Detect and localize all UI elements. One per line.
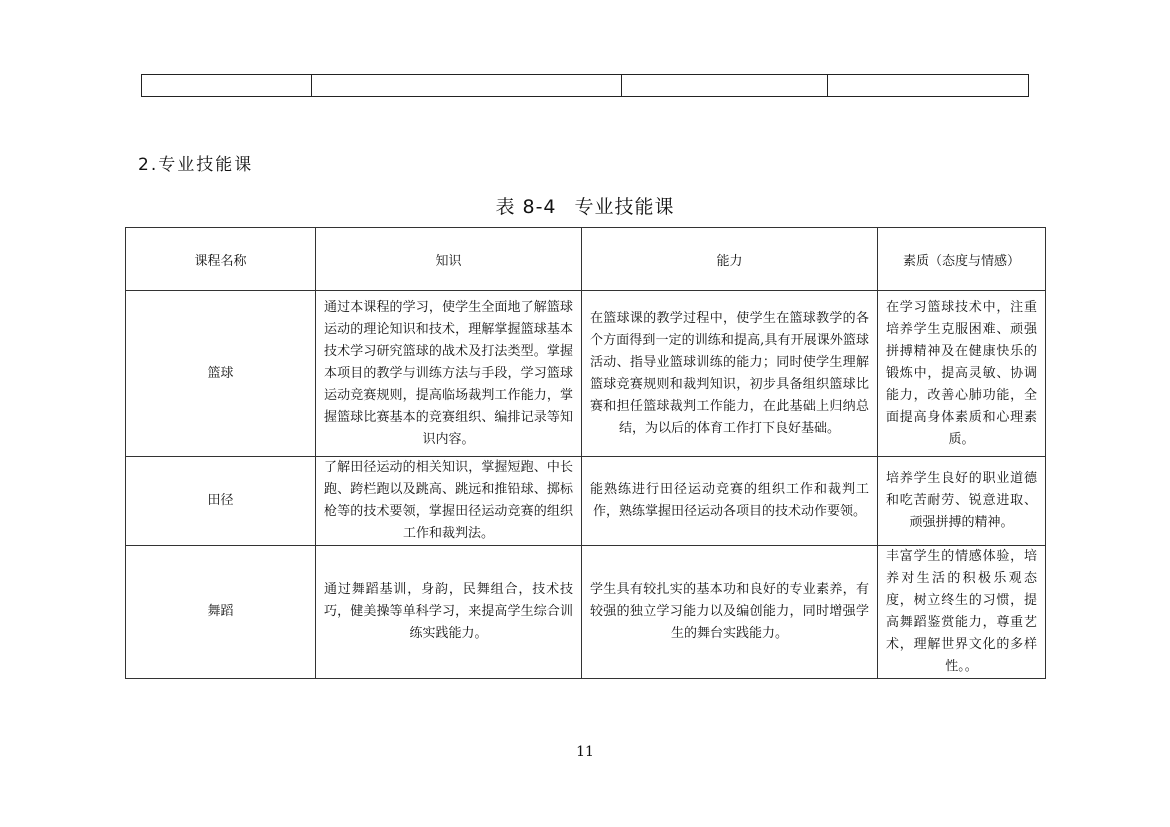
ability-cell: 学生具有较扎实的基本功和良好的专业素养，有较强的独立学习能力以及编创能力，同时增强学生的舞台实践能力。 xyxy=(582,546,878,679)
header-knowledge: 知识 xyxy=(316,228,582,291)
table-cell xyxy=(312,75,622,97)
table-caption-number: 表 8-4 xyxy=(495,196,557,218)
page-number: 11 xyxy=(576,744,594,760)
knowledge-cell: 通过舞蹈基训，身韵，民舞组合，技术技巧，健美操等单科学习，来提高学生综合训练实践能力。 xyxy=(316,546,582,679)
knowledge-cell: 通过本课程的学习，使学生全面地了解篮球运动的理论知识和技术，理解掌握篮球基本技术学习研究篮球的战术及打法类型。掌握本项目的教学与训练方法与手段，学习篮球运动竞赛规则，提高临场裁判工作能力，掌握篮球比赛基本的竞赛组织、编排记录等知识内容。 xyxy=(316,291,582,457)
section-heading: 2.专业技能课 xyxy=(138,155,254,175)
table-row xyxy=(142,75,1029,97)
ability-cell: 能熟练进行田径运动竞赛的组织工作和裁判工作，熟练掌握田径运动各项目的技术动作要领。 xyxy=(582,457,878,546)
course-name-cell: 田径 xyxy=(126,457,316,546)
course-name-cell: 舞蹈 xyxy=(126,546,316,679)
header-course-name: 课程名称 xyxy=(126,228,316,291)
table-row xyxy=(126,291,1046,457)
quality-cell: 在学习篮球技术中，注重培养学生克服困难、顽强拼搏精神及在健康快乐的锻炼中，提高灵敏、协调能力，改善心肺功能，全面提高身体素质和心理素质。 xyxy=(878,291,1046,457)
previous-table-fragment xyxy=(141,74,1029,97)
table-caption xyxy=(0,192,1170,219)
table-row xyxy=(126,457,1046,546)
table-header-row xyxy=(126,228,1046,291)
header-ability: 能力 xyxy=(582,228,878,291)
course-name-cell: 篮球 xyxy=(126,291,316,457)
table-caption-title: 专业技能课 xyxy=(574,196,675,218)
ability-cell: 在篮球课的教学过程中，使学生在篮球教学的各个方面得到一定的训练和提高,具有开展课外篮球活动、指导业篮球训练的能力；同时使学生理解篮球竞赛规则和裁判知识，初步具备组织篮球比赛和担任篮球裁判工作能力，在此基础上归纳总结，为以后的体育工作打下良好基础。 xyxy=(582,291,878,457)
header-quality: 素质（态度与情感） xyxy=(878,228,1046,291)
skills-course-table xyxy=(125,227,1046,679)
knowledge-cell: 了解田径运动的相关知识，掌握短跑、中长跑、跨栏跑以及跳高、跳远和推铅球、掷标枪等的技术要领，掌握田径运动竞赛的组织工作和裁判法。 xyxy=(316,457,582,546)
table-row xyxy=(126,546,1046,679)
table-cell xyxy=(142,75,312,97)
quality-cell: 丰富学生的情感体验，培养对生活的积极乐观态度，树立终生的习惯，提高舞蹈鉴赏能力，尊重艺术，理解世界文化的多样性。。 xyxy=(878,546,1046,679)
table-cell xyxy=(828,75,1029,97)
quality-cell: 培养学生良好的职业道德和吃苦耐劳、锐意进取、顽强拼搏的精神。 xyxy=(878,457,1046,546)
table-cell xyxy=(622,75,828,97)
